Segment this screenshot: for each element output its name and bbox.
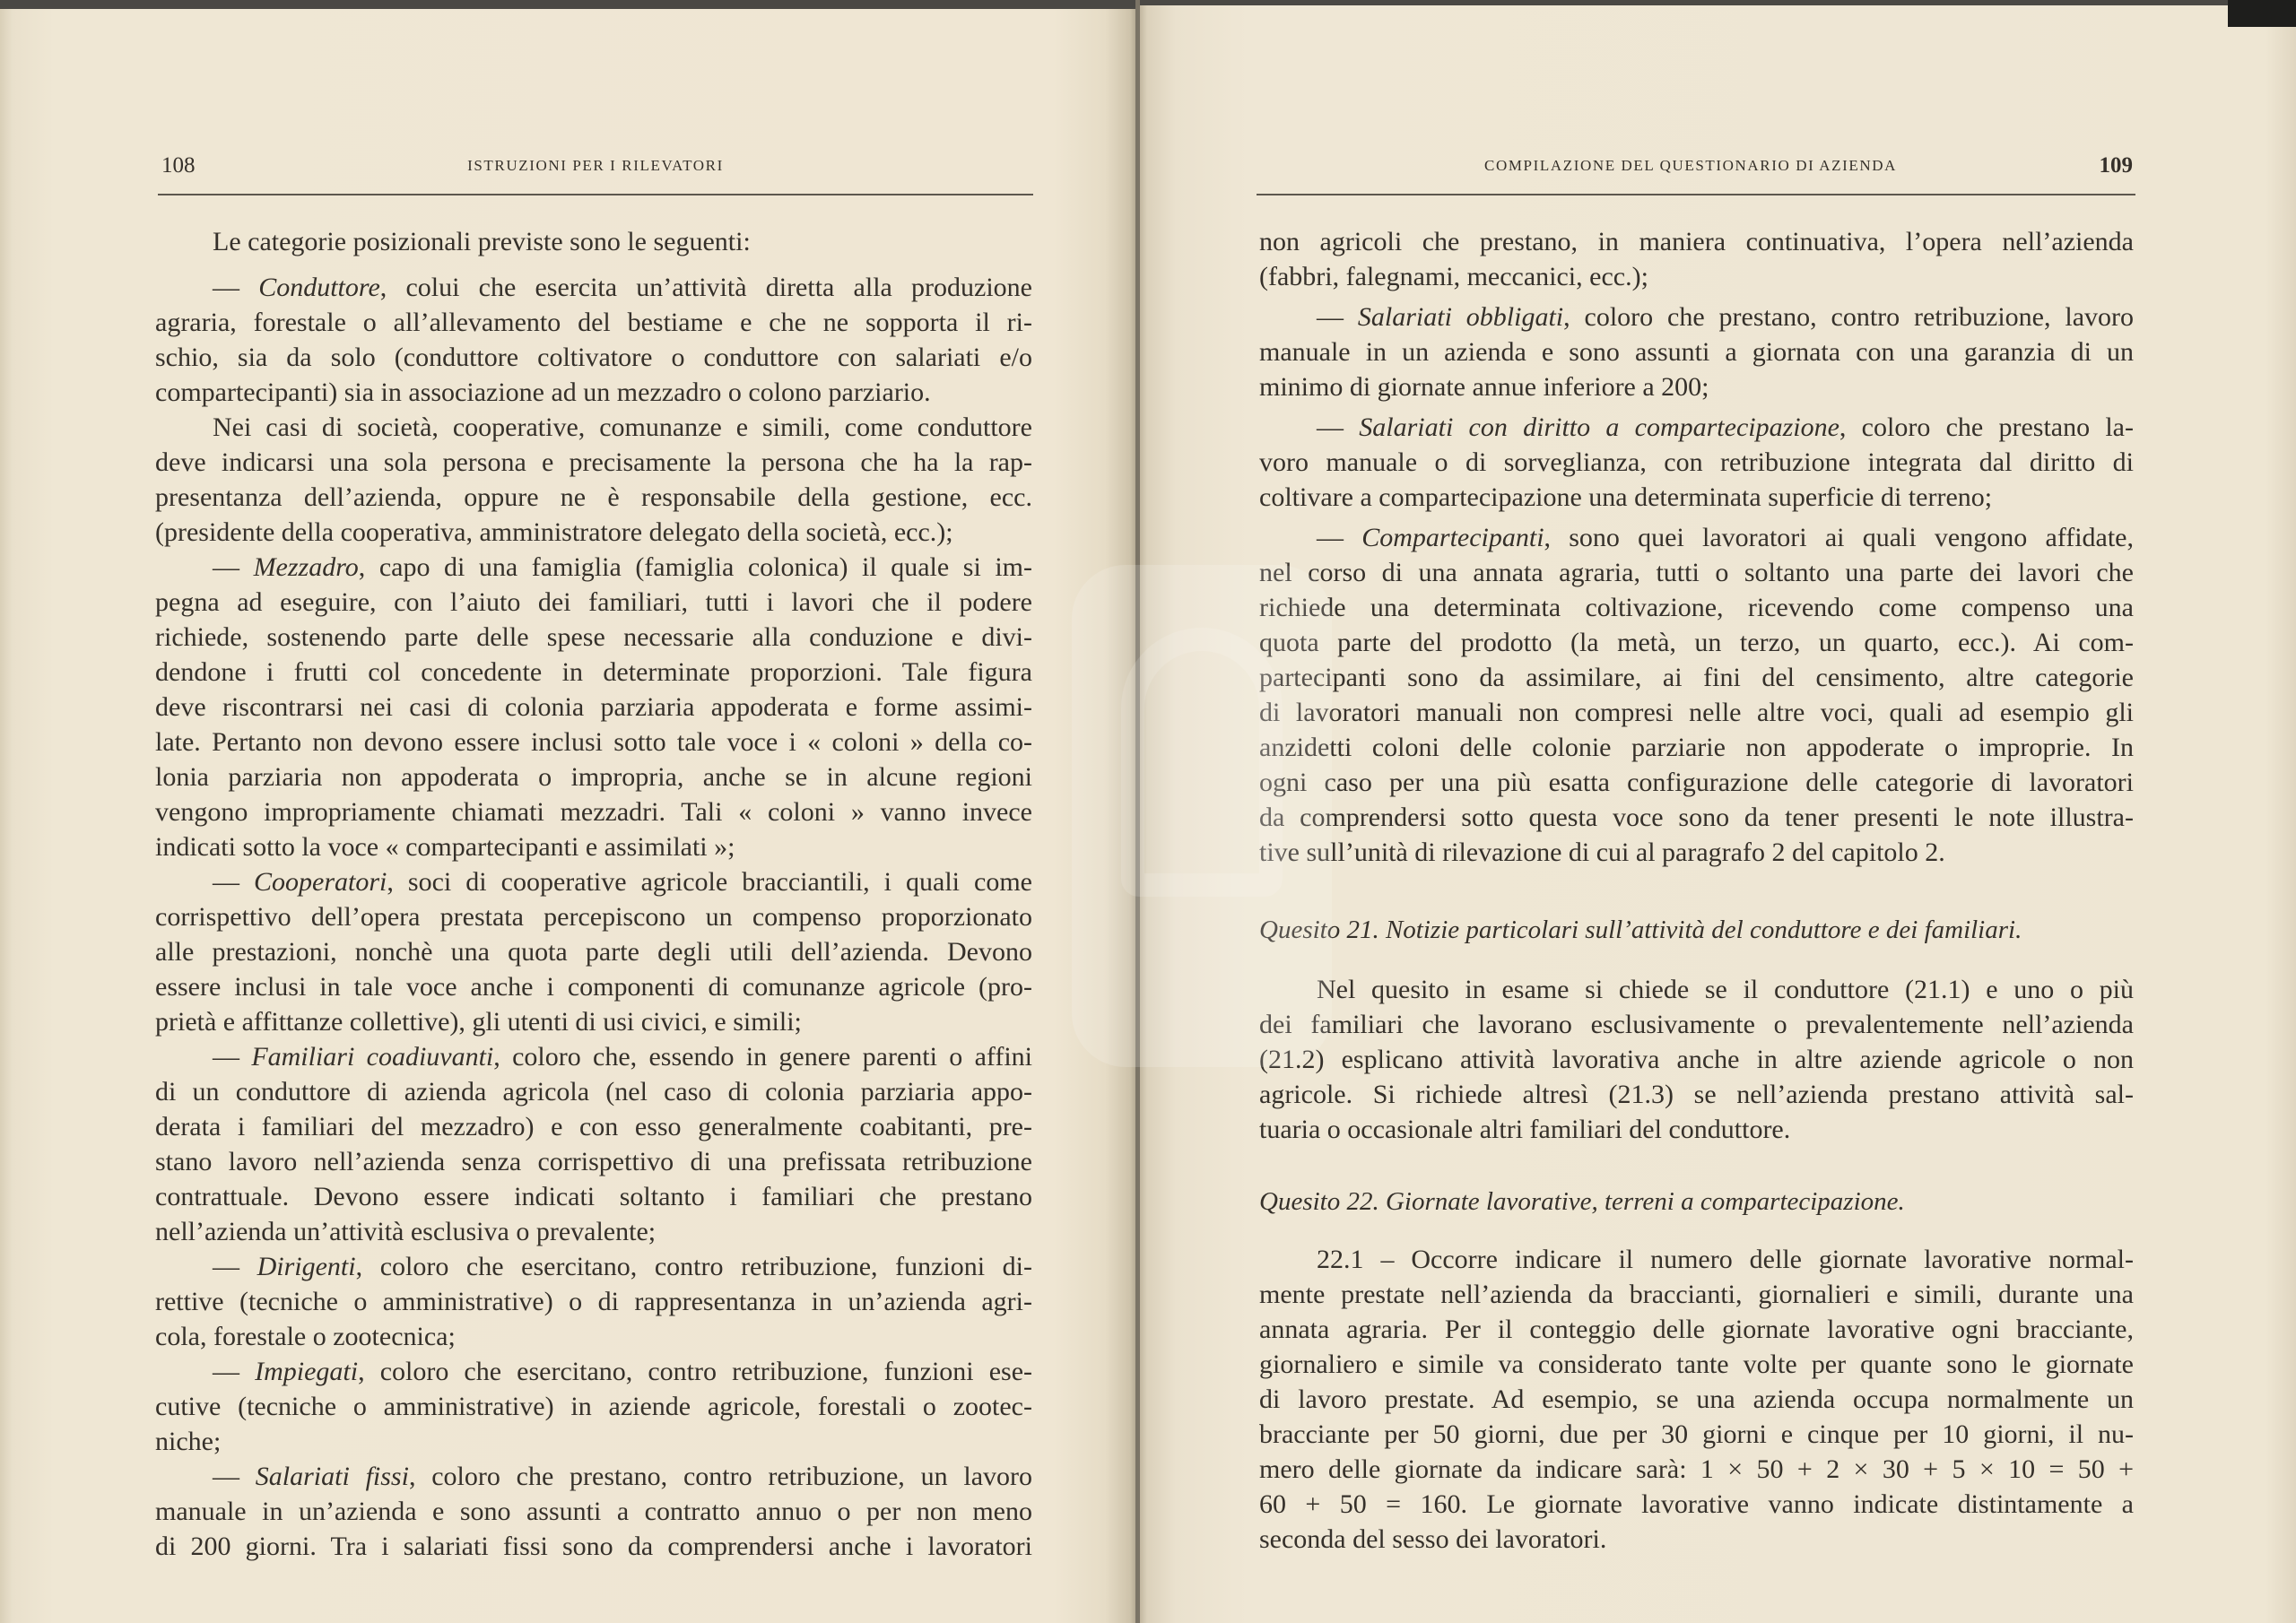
text-run: richiede, sostenendo parte delle spese necessarie alla conduzione e divi- <box>155 622 1032 652</box>
text-line <box>155 1004 1032 1039</box>
paragraph <box>155 1354 1032 1459</box>
text-line <box>1259 800 2134 835</box>
text-line <box>1259 1277 2134 1312</box>
text-line <box>155 725 1032 759</box>
text-run: quota parte del prodotto (la metà, un terzo, un quarto, ecc.). Ai com- <box>1259 628 2134 657</box>
text-run: , coloro che esercitano, contro retribuzione, funzioni di- <box>355 1252 1032 1281</box>
text-run: — <box>1317 412 1360 442</box>
text-run: dei familiari che lavorano esclusivamente o prevalentemente nell’azienda <box>1259 1010 2134 1039</box>
text-run: mente prestate nell’azienda da braccianti, giornalieri e simili, durante una <box>1259 1280 2134 1309</box>
text-run: — <box>1317 523 1362 552</box>
italic-term: Salariati obbligati <box>1357 302 1564 332</box>
text-line <box>155 515 1032 550</box>
text-line <box>155 1389 1032 1424</box>
text-run: di lavoro prestate. Ad esempio, se una azienda occupa normalmente un <box>1259 1384 2134 1414</box>
text-run: essere inclusi in tale voce anche i componenti di comunanze agricole (pro- <box>155 972 1032 1002</box>
text-run: (fabbri, falegnami, meccanici, ecc.); <box>1259 262 1648 291</box>
text-line <box>1259 299 2134 334</box>
text-line <box>1259 445 2134 480</box>
text-run: nell’azienda un’attività esclusiva o prevalente; <box>155 1217 657 1246</box>
paragraph <box>1259 1242 2134 1557</box>
page-number: 109 <box>2099 153 2133 178</box>
text-line <box>1259 660 2134 695</box>
text-line <box>1259 334 2134 369</box>
text-run: corrispettivo dell’opera prestata percepiscono un compenso proporzionato <box>155 902 1032 932</box>
text-line <box>1259 480 2134 515</box>
text-run: partecipanti sono da assimilare, ai fini del censimento, altre categorie <box>1259 663 2134 692</box>
paragraph <box>1259 410 2134 515</box>
text-run: coltivare a compartecipazione una determinata superficie di terreno; <box>1259 482 1993 512</box>
scan-edge <box>2228 0 2296 27</box>
text-line <box>1259 1347 2134 1382</box>
text-run: tive sull’unità di rilevazione di cui al paragrafo 2 del capitolo 2. <box>1259 838 1945 867</box>
text-run: tuaria o occasionale altri familiari del conduttore. <box>1259 1115 1791 1144</box>
text-line <box>155 759 1032 794</box>
text-run: late. Pertanto non devono essere inclusi sotto tale voce i « coloni » della co- <box>155 727 1032 757</box>
text-run: , coloro che prestano, contro retribuzione, lavoro <box>1563 302 2135 332</box>
italic-term: Cooperatori <box>254 867 387 897</box>
text-line <box>155 1424 1032 1459</box>
text-line <box>1259 224 2134 259</box>
text-run: deve riscontrarsi nei casi di colonia parziaria appoderata e forme assimi- <box>155 692 1032 722</box>
paragraph <box>1259 972 2134 1147</box>
text-line <box>1259 1452 2134 1487</box>
text-run: pegna ad eseguire, con l’aiuto dei familiari, tutti i lavori che il podere <box>155 587 1032 617</box>
text-line <box>155 1249 1032 1284</box>
page-number: 108 <box>161 153 196 178</box>
text-line <box>155 375 1032 410</box>
text-run: ogni caso per una più esatta configurazione delle categorie di lavoratori <box>1259 768 2134 797</box>
text-run: alle prestazioni, nonchè una quota parte degli utili dell’azienda. Devono <box>155 937 1032 967</box>
italic-term: Compartecipanti <box>1361 523 1544 552</box>
italic-term: Mezzadro <box>253 552 359 582</box>
text-run: voro manuale o di sorveglianza, con retribuzione integrata dal diritto di <box>1259 447 2134 477</box>
text-run: di lavoratori manuali non compresi nelle altre voci, quali ad esempio gli <box>1259 698 2134 727</box>
text-run: manuale in un’azienda e sono assunti a contratto annuo o per non meno <box>155 1497 1032 1526</box>
text-line <box>1259 765 2134 800</box>
text-line <box>155 690 1032 725</box>
text-run: — <box>1317 302 1358 332</box>
text-run: indicati sotto la voce « compartecipanti e assimilati »; <box>155 832 735 862</box>
text-line <box>155 1109 1032 1144</box>
text-line <box>155 969 1032 1004</box>
text-run: non agricoli che prestano, in maniera continuativa, l’opera nell’azienda <box>1259 227 2134 256</box>
text-line <box>1259 835 2134 870</box>
text-run: nel corso di una annata agraria, tutti o soltanto una parte dei lavori che <box>1259 558 2134 587</box>
text-run: — <box>213 1462 256 1491</box>
text-run: contrattuale. Devono essere indicati soltanto i familiari che prestano <box>155 1182 1032 1211</box>
text-line <box>155 1459 1032 1494</box>
text-run: , coloro che, essendo in genere parenti o affini <box>493 1042 1032 1072</box>
running-head: COMPILAZIONE DEL QUESTIONARIO DI AZIENDA <box>1484 157 1897 174</box>
text-run: giornaliero e simile va considerato tante volte per quante sono le giornate <box>1259 1350 2134 1379</box>
header-rule <box>1257 194 2135 195</box>
paragraph <box>1259 520 2134 870</box>
text-run: presentanza dell’azienda, oppure ne è responsabile della gestione, ecc. <box>155 482 1032 512</box>
text-line <box>155 410 1032 445</box>
text-line <box>155 1074 1032 1109</box>
text-line <box>155 224 1032 259</box>
text-line <box>1259 730 2134 765</box>
text-run: agricole. Si richiede altresì (21.3) se nell’azienda prestano attività sal- <box>1259 1080 2134 1109</box>
paragraph <box>155 1459 1032 1564</box>
text-line <box>1259 625 2134 660</box>
text-line <box>155 655 1032 690</box>
paragraph <box>155 864 1032 1039</box>
paragraph <box>155 270 1032 410</box>
text-line <box>155 934 1032 969</box>
text-line <box>155 1144 1032 1179</box>
text-line <box>1259 1382 2134 1417</box>
text-run: derata i familiari del mezzadro) e con esso generalmente coabitanti, pre- <box>155 1112 1032 1141</box>
text-line <box>155 864 1032 899</box>
section-heading: Quesito 21. Notizie particolari sull’attività del conduttore e dei familiari. <box>1259 916 2022 944</box>
text-run: niche; <box>155 1427 222 1456</box>
text-line <box>1259 972 2134 1007</box>
text-run: , coloro che esercitano, contro retribuzione, funzioni ese- <box>358 1357 1033 1386</box>
text-run: Nei casi di società, cooperative, comunanze e simili, come conduttore <box>213 412 1032 442</box>
text-line <box>155 829 1032 864</box>
text-line <box>1259 1312 2134 1347</box>
text-line <box>1259 1522 2134 1557</box>
text-line <box>155 1354 1032 1389</box>
italic-term: Salariati fissi <box>255 1462 409 1491</box>
text-run: (presidente della cooperativa, amministratore delegato della società, ecc.); <box>155 517 953 547</box>
text-run: , sono quei lavoratori ai quali vengono affidate, <box>1544 523 2134 552</box>
text-line <box>155 585 1032 620</box>
text-run: schio, sia da solo (conduttore coltivatore o conduttore con salariati e/o <box>155 343 1032 372</box>
text-run: dendone i frutti col concedente in determinate proporzioni. Tale figura <box>155 657 1032 687</box>
text-run: Nel quesito in esame si chiede se il conduttore (21.1) e uno o più <box>1317 975 2134 1004</box>
text-line <box>155 1529 1032 1564</box>
text-run: manuale in un azienda e sono assunti a giornata con una garanzia di un <box>1259 337 2134 367</box>
text-run: cutive (tecniche o amministrative) in aziende agricole, forestali o zootec- <box>155 1392 1032 1421</box>
text-line <box>155 480 1032 515</box>
text-run: annata agraria. Per il conteggio delle giornate lavorative ogni bracciante, <box>1259 1315 2134 1344</box>
paragraph <box>155 1249 1032 1354</box>
text-run: — <box>213 552 254 582</box>
header-rule <box>158 194 1033 195</box>
text-line <box>1259 410 2134 445</box>
text-run: richiede una determinata coltivazione, ricevendo come compenso una <box>1259 593 2134 622</box>
text-run: — <box>213 1357 256 1386</box>
text-run: , coloro che prestano, contro retribuzione, un lavoro <box>408 1462 1032 1491</box>
paragraph <box>155 224 1032 259</box>
text-run: di un conduttore di azienda agricola (nel caso di colonia parziaria appo- <box>155 1077 1032 1107</box>
text-run: cola, forestale o zootecnica; <box>155 1322 456 1351</box>
left-page-body <box>155 224 1032 1564</box>
text-run: agraria, forestale o all’allevamento del bestiame e che ne sopporta il ri- <box>155 308 1032 337</box>
text-run: mero delle giornate da indicare sarà: 1 × 50 + 2 × 30 + 5 × 10 = 50 + <box>1259 1454 2134 1484</box>
text-run: , colui che esercita un’attività diretta alla produzione <box>379 273 1032 302</box>
paragraph <box>1259 224 2134 294</box>
text-run: anzidetti coloni delle colonie parziarie non appoderate o improprie. In <box>1259 733 2134 762</box>
text-run: vengono impropriamente chiamati mezzadri. Tali « coloni » vanno invece <box>155 797 1032 827</box>
text-line <box>155 340 1032 375</box>
italic-term: Dirigenti <box>257 1252 356 1281</box>
text-line <box>155 794 1032 829</box>
text-run: — <box>213 867 255 897</box>
text-run: rettive (tecniche o amministrative) o di rappresentanza in un’azienda agri- <box>155 1287 1032 1316</box>
text-run: da comprendersi sotto questa voce sono da tener presenti le note illustra- <box>1259 803 2134 832</box>
text-line <box>155 1284 1032 1319</box>
text-run: di 200 giorni. Tra i salariati fissi sono da comprendersi anche i lavoratori <box>155 1532 1032 1561</box>
text-line <box>155 620 1032 655</box>
section-heading: Quesito 22. Giornate lavorative, terreni a compartecipazione. <box>1259 1187 1905 1216</box>
text-run: prietà e affittanze collettive), gli utenti di usi civici, e simili; <box>155 1007 802 1037</box>
text-run: — <box>213 1042 252 1072</box>
text-run: Le categorie posizionali previste sono le seguenti: <box>213 227 751 256</box>
text-line <box>155 1319 1032 1354</box>
text-run: lonia parziaria non appoderata o impropria, anche se in alcune regioni <box>155 762 1032 792</box>
text-run: — <box>213 273 259 302</box>
italic-term: Impiegati <box>255 1357 359 1386</box>
text-run: minimo di giornate annue inferiore a 200; <box>1259 372 1709 402</box>
running-head: ISTRUZIONI PER I RILEVATORI <box>467 157 724 174</box>
text-line <box>155 270 1032 305</box>
text-line <box>1259 590 2134 625</box>
text-run: bracciante per 50 giorni, due per 30 giorni e cinque per 10 giorni, il nu- <box>1259 1419 2134 1449</box>
text-line <box>155 899 1032 934</box>
italic-term: Familiari coadiuvanti <box>251 1042 494 1072</box>
italic-term: Conduttore <box>258 273 380 302</box>
text-line <box>155 1179 1032 1214</box>
text-run: compartecipanti) sia in associazione ad un mezzadro o colono parziario. <box>155 378 931 407</box>
text-line <box>1259 1007 2134 1042</box>
paragraph <box>155 1039 1032 1249</box>
text-run: seconda del sesso dei lavoratori. <box>1259 1524 1607 1554</box>
text-line <box>155 305 1032 340</box>
text-run: , capo di una famiglia (famiglia colonica) il quale si im- <box>358 552 1032 582</box>
text-line <box>1259 1242 2134 1277</box>
text-line <box>155 550 1032 585</box>
paragraph <box>155 550 1032 864</box>
text-line <box>1259 1487 2134 1522</box>
text-run: (21.2) esplicano attività lavorativa anche in altre aziende agricole o non <box>1259 1045 2134 1074</box>
text-line <box>155 1494 1032 1529</box>
text-line <box>1259 1077 2134 1112</box>
text-line <box>1259 1042 2134 1077</box>
text-line <box>1259 1417 2134 1452</box>
text-line <box>1259 520 2134 555</box>
text-line <box>1259 369 2134 404</box>
text-run: , soci di cooperative agricole bracciantili, i quali come <box>387 867 1033 897</box>
right-page-body <box>1259 224 2134 1557</box>
italic-term: Salariati con diritto a compartecipazione <box>1359 412 1839 442</box>
text-run: , coloro che prestano la- <box>1839 412 2134 442</box>
paragraph <box>1259 299 2134 404</box>
text-line <box>155 1214 1032 1249</box>
text-line <box>1259 695 2134 730</box>
text-line <box>155 1039 1032 1074</box>
text-line <box>1259 259 2134 294</box>
text-run: 22.1 – Occorre indicare il numero delle giornate lavorative normal- <box>1317 1245 2134 1274</box>
text-run: 60 + 50 = 160. Le giornate lavorative vanno indicate distintamente a <box>1259 1489 2134 1519</box>
paragraph <box>155 410 1032 550</box>
text-line <box>1259 555 2134 590</box>
text-line <box>1259 1112 2134 1147</box>
text-line <box>155 445 1032 480</box>
text-run: deve indicarsi una sola persona e precisamente la persona che ha la rap- <box>155 447 1032 477</box>
text-run: stano lavoro nell’azienda senza corrispettivo di una prefissata retribuzione <box>155 1147 1032 1176</box>
text-run: — <box>213 1252 257 1281</box>
